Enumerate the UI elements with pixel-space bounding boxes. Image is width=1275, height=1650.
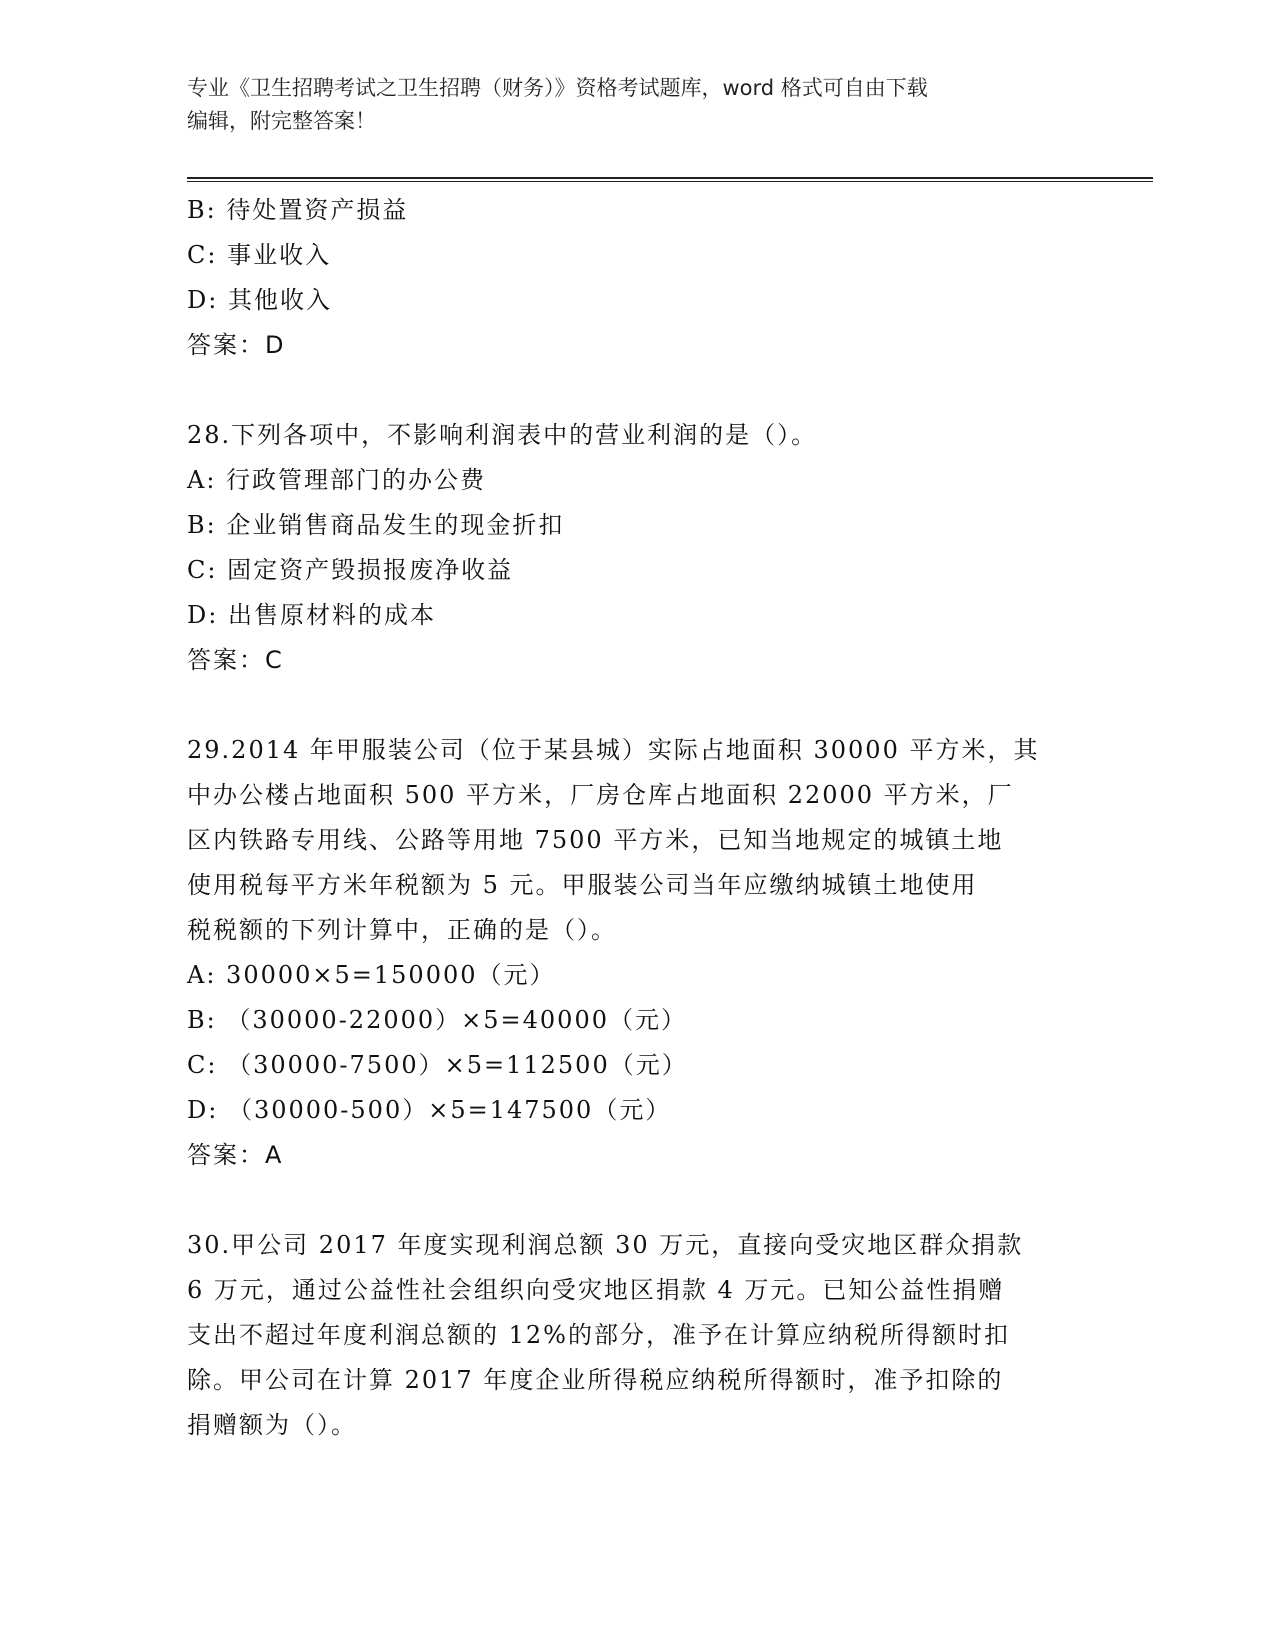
question-28	[187, 413, 1087, 683]
answer: 答案：A	[187, 1141, 284, 1169]
header-divider-thick	[187, 177, 1153, 179]
question-27	[187, 188, 1087, 368]
question-stem-line: 使用税每平方米年税额为 5 元。甲服装公司当年应缴纳城镇土地使用	[187, 871, 978, 899]
option-d: D: 其他收入	[187, 286, 332, 314]
option-c: C: 事业收入	[187, 241, 332, 269]
question-stem-line: 税税额的下列计算中，正确的是（）。	[187, 916, 617, 944]
question-stem-line: 30.甲公司 2017 年度实现利润总额 30 万元，直接向受灾地区群众捐款	[187, 1231, 1024, 1259]
option-b: B: 企业销售商品发生的现金折扣	[187, 511, 565, 539]
option-d: D: 出售原材料的成本	[187, 601, 436, 629]
option-c: C: （30000-7500）×5=112500（元）	[187, 1051, 688, 1079]
option-b: B: （30000-22000）×5=40000（元）	[187, 1006, 687, 1034]
header-divider-thin	[187, 181, 1153, 182]
option-d: D: （30000-500）×5=147500（元）	[187, 1096, 672, 1124]
option-c: C: 固定资产毁损报废净收益	[187, 556, 514, 584]
question-stem-line: 6 万元，通过公益性社会组织向受灾地区捐款 4 万元。已知公益性捐赠	[187, 1276, 1005, 1304]
question-stem: 28.下列各项中，不影响利润表中的营业利润的是（）。	[187, 421, 818, 449]
header-line-1: 专业《卫生招聘考试之卫生招聘（财务）》资格考试题库，word 格式可自由下载	[187, 76, 928, 100]
document-header	[187, 72, 1087, 138]
answer: 答案：D	[187, 331, 286, 359]
question-29	[187, 728, 1087, 1178]
header-line-2: 编辑，附完整答案！	[187, 109, 376, 133]
option-b: B: 待处置资产损益	[187, 196, 409, 224]
question-30	[187, 1223, 1087, 1448]
question-stem-line: 支出不超过年度利润总额的 12%的部分，准予在计算应纳税所得额时扣	[187, 1321, 1010, 1349]
option-a: A: 30000×5=150000（元）	[187, 961, 556, 989]
question-stem-line: 区内铁路专用线、公路等用地 7500 平方米，已知当地规定的城镇土地	[187, 826, 1004, 854]
question-stem-line: 除。甲公司在计算 2017 年度企业所得税应纳税所得额时，准予扣除的	[187, 1366, 1004, 1394]
question-stem-line: 捐赠额为（）。	[187, 1411, 357, 1439]
question-content	[187, 188, 1087, 1448]
option-a: A: 行政管理部门的办公费	[187, 466, 487, 494]
question-stem-line: 中办公楼占地面积 500 平方米，厂房仓库占地面积 22000 平方米，厂	[187, 781, 1014, 809]
answer: 答案：C	[187, 646, 284, 674]
question-stem-line: 29.2014 年甲服装公司（位于某县城）实际占地面积 30000 平方米，其	[187, 736, 1040, 764]
